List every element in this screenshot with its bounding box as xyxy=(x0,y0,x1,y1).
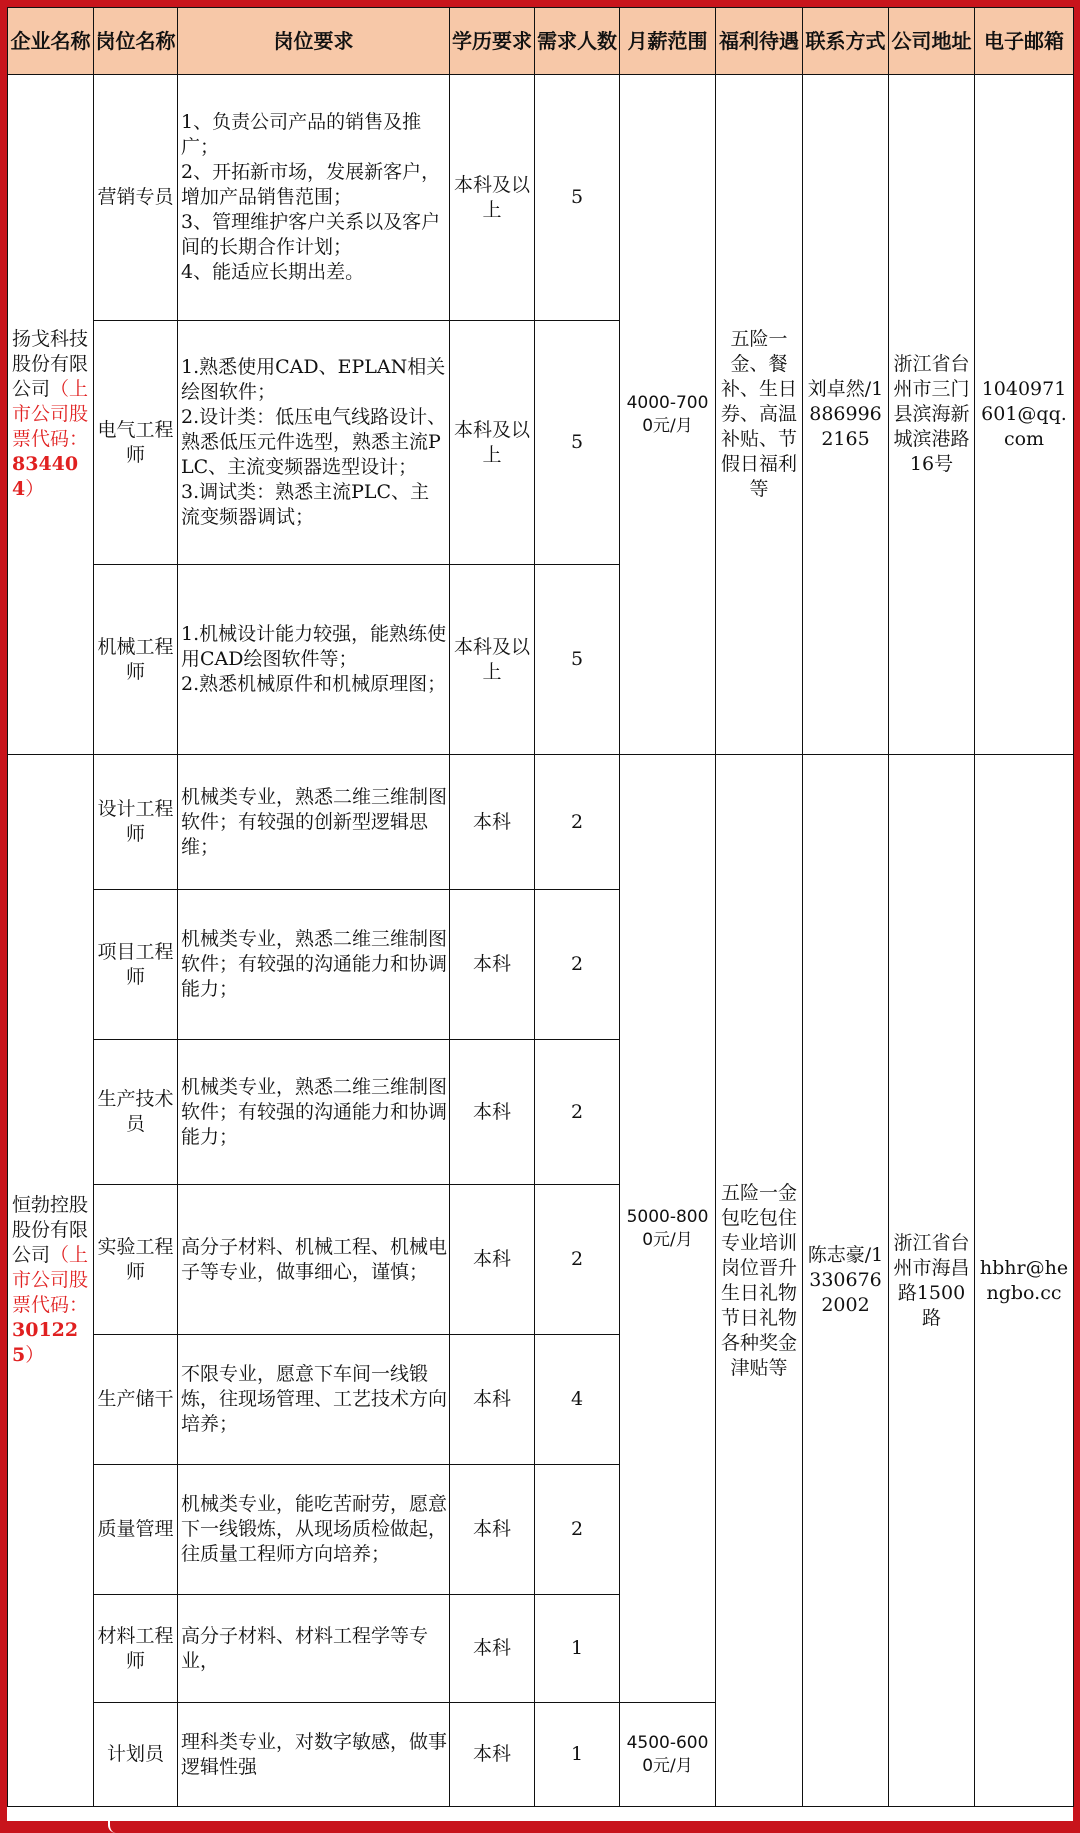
header-row xyxy=(8,8,1074,75)
header-position: 岗位名称 xyxy=(94,8,178,75)
job-requirements: 机械类专业，熟悉二维三维制图软件；有较强的沟通能力和协调能力； xyxy=(178,1040,450,1185)
education: 本科及以上 xyxy=(450,75,535,321)
headcount: 4 xyxy=(535,1335,620,1465)
table-row xyxy=(8,755,1074,890)
contact: 陈志豪/13306762002 xyxy=(803,755,889,1807)
company-cell xyxy=(8,755,94,1807)
salary-range: 5000-8000元/月 xyxy=(620,755,716,1703)
job-requirements: 1.机械设计能力较强，能熟练使用CAD绘图软件等； 2.熟悉机械原件和机械原理图； xyxy=(178,565,450,755)
recruitment-table-sheet xyxy=(7,7,1073,1821)
job-title: 电气工程师 xyxy=(94,321,178,565)
headcount: 2 xyxy=(535,1465,620,1595)
decorative-mark xyxy=(108,1820,120,1833)
job-title: 设计工程师 xyxy=(94,755,178,890)
job-title: 营销专员 xyxy=(94,75,178,321)
education: 本科 xyxy=(450,1335,535,1465)
headcount: 2 xyxy=(535,1185,620,1335)
education: 本科 xyxy=(450,1040,535,1185)
headcount: 2 xyxy=(535,1040,620,1185)
company-note-end: ） xyxy=(25,1344,45,1366)
salary-range: 4500-6000元/月 xyxy=(620,1703,716,1807)
education: 本科 xyxy=(450,755,535,890)
header-benefits: 福利待遇 xyxy=(716,8,803,75)
job-requirements: 理科类专业，对数字敏感，做事逻辑性强 xyxy=(178,1703,450,1807)
education: 本科 xyxy=(450,1465,535,1595)
job-requirements: 机械类专业，熟悉二维三维制图软件；有较强的创新型逻辑思维； xyxy=(178,755,450,890)
header-headcount: 需求人数 xyxy=(535,8,620,75)
job-title: 质量管理 xyxy=(94,1465,178,1595)
header-education: 学历要求 xyxy=(450,8,535,75)
header-salary: 月薪范围 xyxy=(620,8,716,75)
benefits: 五险一金、餐补、生日券、高温补贴、节假日福利等 xyxy=(716,75,803,755)
education: 本科及以上 xyxy=(450,565,535,755)
education: 本科 xyxy=(450,1185,535,1335)
education: 本科 xyxy=(450,890,535,1040)
address: 浙江省台州市三门县滨海新城滨港路16号 xyxy=(889,75,975,755)
job-title: 生产技术员 xyxy=(94,1040,178,1185)
recruitment-table xyxy=(7,7,1074,1807)
headcount: 1 xyxy=(535,1595,620,1703)
headcount: 2 xyxy=(535,890,620,1040)
table-row xyxy=(8,75,1074,321)
headcount: 5 xyxy=(535,75,620,321)
job-requirements: 机械类专业，能吃苦耐劳，愿意下一线锻炼，从现场质检做起，往质量工程师方向培养； xyxy=(178,1465,450,1595)
company-note-end: ） xyxy=(25,478,45,500)
job-requirements: 1、负责公司产品的销售及推广； 2、开拓新市场，发展新客户，增加产品销售范围； 3、管理维护客户关系以及客户间的长期合作计划； 4、能适应长期出差。 xyxy=(178,75,450,321)
job-title: 计划员 xyxy=(94,1703,178,1807)
header-address: 公司地址 xyxy=(889,8,975,75)
company-name: 扬戈科技股份有限公司 xyxy=(12,328,89,400)
job-title: 机械工程师 xyxy=(94,565,178,755)
education: 本科 xyxy=(450,1595,535,1703)
company-note: （上市公司股票代码： xyxy=(12,378,89,450)
contact: 刘卓然/18869962165 xyxy=(803,75,889,755)
header-requirements: 岗位要求 xyxy=(178,8,450,75)
stock-code: 834404 xyxy=(12,453,79,500)
header-company: 企业名称 xyxy=(8,8,94,75)
job-requirements: 机械类专业，熟悉二维三维制图软件；有较强的沟通能力和协调能力； xyxy=(178,890,450,1040)
job-requirements: 高分子材料、材料工程学等专业， xyxy=(178,1595,450,1703)
salary-range: 4000-7000元/月 xyxy=(620,75,716,755)
job-title: 生产储干 xyxy=(94,1335,178,1465)
headcount: 1 xyxy=(535,1703,620,1807)
education: 本科及以上 xyxy=(450,321,535,565)
job-title: 项目工程师 xyxy=(94,890,178,1040)
job-requirements: 1.熟悉使用CAD、EPLAN相关绘图软件； 2.设计类：低压电气线路设计、熟悉低压元件选型，熟悉主流PLC、主流变频器选型设计； 3.调试类：熟悉主流PLC、主流变频器调试； xyxy=(178,321,450,565)
address: 浙江省台州市海昌路1500路 xyxy=(889,755,975,1807)
headcount: 5 xyxy=(535,565,620,755)
email: hbhr@hengbo.cc xyxy=(975,755,1074,1807)
benefits: 五险一金包吃包住专业培训岗位晋升生日礼物节日礼物各种奖金津贴等 xyxy=(716,755,803,1807)
job-requirements: 高分子材料、机械工程、机械电子等专业，做事细心，谨慎； xyxy=(178,1185,450,1335)
header-email: 电子邮箱 xyxy=(975,8,1074,75)
company-name: 恒勃控股股份有限公司 xyxy=(12,1194,89,1266)
job-requirements: 不限专业，愿意下车间一线锻炼，往现场管理、工艺技术方向培养； xyxy=(178,1335,450,1465)
job-title: 材料工程师 xyxy=(94,1595,178,1703)
header-contact: 联系方式 xyxy=(803,8,889,75)
stock-code: 301225 xyxy=(12,1319,79,1366)
job-title: 实验工程师 xyxy=(94,1185,178,1335)
email: 1040971601@qq.com xyxy=(975,75,1074,755)
company-cell xyxy=(8,75,94,755)
headcount: 2 xyxy=(535,755,620,890)
company-note: （上市公司股票代码： xyxy=(12,1244,89,1316)
education: 本科 xyxy=(450,1703,535,1807)
headcount: 5 xyxy=(535,321,620,565)
